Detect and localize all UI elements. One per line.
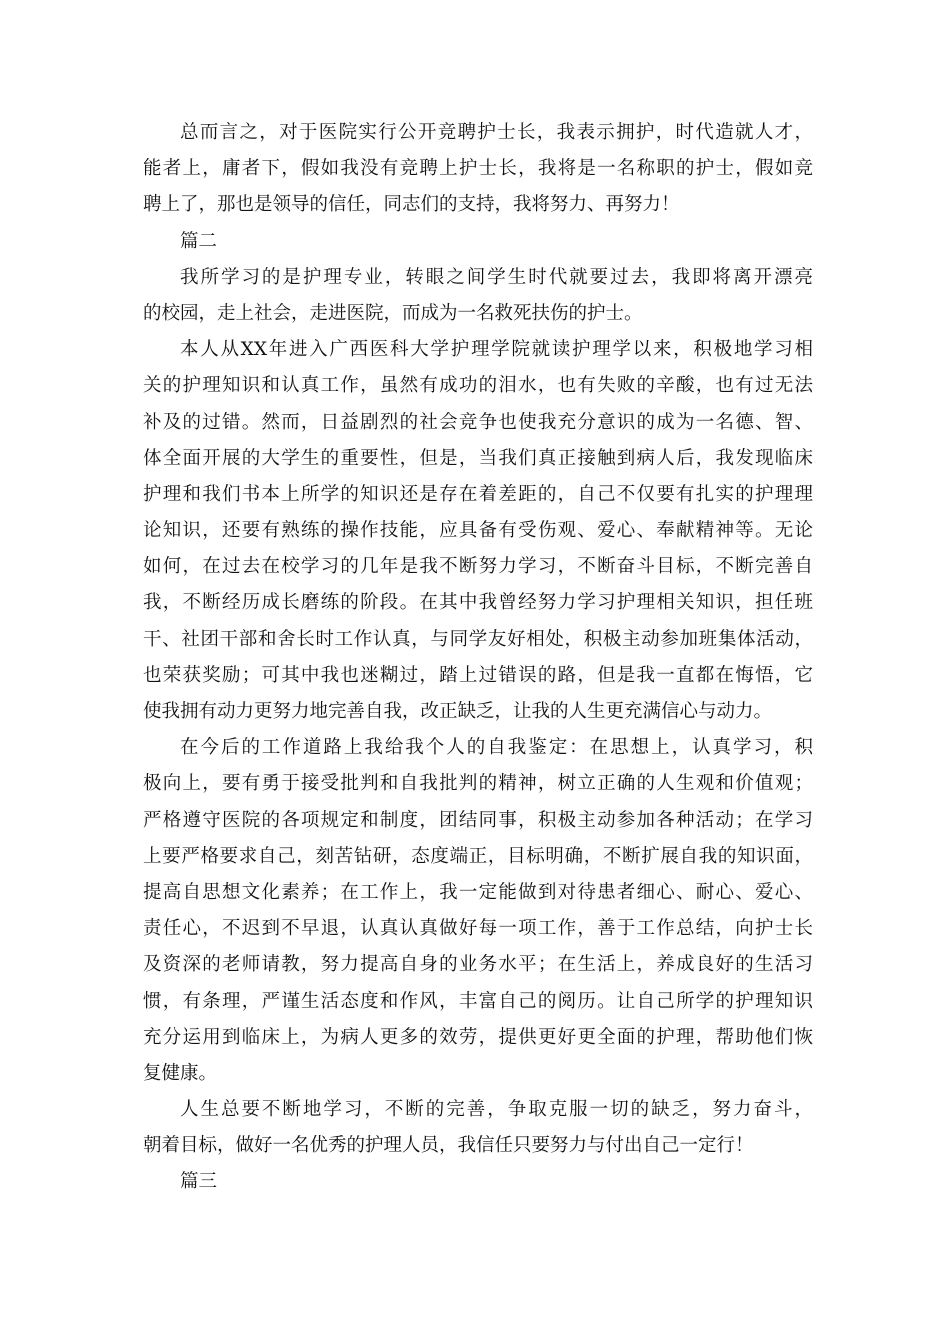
text-line: 体全面开展的大学生的重要性，但是，当我们真正接触到病人后，我发现临床	[143, 447, 813, 469]
text-line: 人生总要不断地学习，不断的完善，争取克服一切的缺乏，努力奋斗，	[180, 1099, 813, 1121]
text-line: 护理和我们书本上所学的知识还是存在着差距的，自己不仅要有扎实的护理理	[143, 483, 813, 505]
text-line: 上要严格要求自己，刻苦钻研，态度端正，目标明确，不断扩展自我的知识面，	[143, 845, 813, 867]
text-line: 朝着目标，做好一名优秀的护理人员，我信任只要努力与付出自己一定行！	[143, 1135, 754, 1157]
text-line: 如何，在过去在校学习的几年是我不断努力学习，不断奋斗目标，不断完善自	[143, 556, 813, 578]
text-line: 聘上了，那也是领导的信任，同志们的支持，我将努力、再努力！	[143, 194, 680, 216]
text-line: 补及的过错。然而，日益剧烈的社会竞争也使我充分意识的成为一名德、智、	[143, 411, 813, 433]
text-line: 充分运用到临床上，为病人更多的效劳，提供更好更全面的护理，帮助他们恢	[143, 1026, 813, 1048]
text-line: 我所学习的是护理专业，转眼之间学生时代就要过去，我即将离开漂亮	[180, 266, 813, 288]
section-heading: 篇三	[180, 1171, 218, 1193]
text-line: 本人从XX年进入广西医科大学护理学院就读护理学以来，积极地学习相	[180, 339, 813, 361]
text-line: 提高自思想文化素养；在工作上，我一定能做到对待患者细心、耐心、爱心、	[143, 881, 813, 903]
text-line: 及资深的老师请教，努力提高自身的业务水平；在生活上，养成良好的生活习	[143, 954, 813, 976]
text-line: 也荣获奖励；可其中我也迷糊过，踏上过错误的路，但是我一直都在悔悟，它	[143, 664, 813, 686]
document-body	[143, 115, 813, 1201]
text-line: 关的护理知识和认真工作，虽然有成功的泪水，也有失败的辛酸，也有过无法	[143, 375, 813, 397]
text-line: 极向上，要有勇于接受批判和自我批判的精神，树立正确的人生观和价值观；	[143, 773, 813, 795]
section-heading: 篇二	[180, 230, 218, 252]
text-line: 使我拥有动力更努力地完善自我，改正缺乏，让我的人生更充满信心与动力。	[143, 701, 773, 722]
text-line: 责任心，不迟到不早退，认真认真做好每一项工作，善于工作总结，向护士长	[143, 918, 813, 940]
text-line: 惯，有条理，严谨生活态度和作风，丰富自己的阅历。让自己所学的护理知识	[143, 990, 813, 1012]
text-line: 我，不断经历成长磨练的阶段。在其中我曾经努力学习护理相关知识，担任班	[143, 592, 813, 614]
text-line: 能者上，庸者下，假如我没有竞聘上护士长，我将是一名称职的护士，假如竞	[143, 158, 813, 180]
text-line: 干、社团干部和舍长时工作认真，与同学友好相处，积极主动参加班集体活动，	[143, 628, 813, 650]
text-line: 总而言之，对于医院实行公开竞聘护士长，我表示拥护，时代造就人才，	[180, 122, 813, 143]
text-line: 论知识，还要有熟练的操作技能，应具备有受伤观、爱心、奉献精神等。无论	[143, 520, 813, 542]
text-line: 在今后的工作道路上我给我个人的自我鉴定：在思想上，认真学习，积	[180, 737, 813, 759]
text-line: 严格遵守医院的各项规定和制度，团结同事，积极主动参加各种活动；在学习	[143, 809, 813, 831]
text-line: 复健康。	[143, 1062, 218, 1084]
text-line: 的校园，走上社会，走进医院，而成为一名救死扶伤的护士。	[143, 302, 643, 324]
